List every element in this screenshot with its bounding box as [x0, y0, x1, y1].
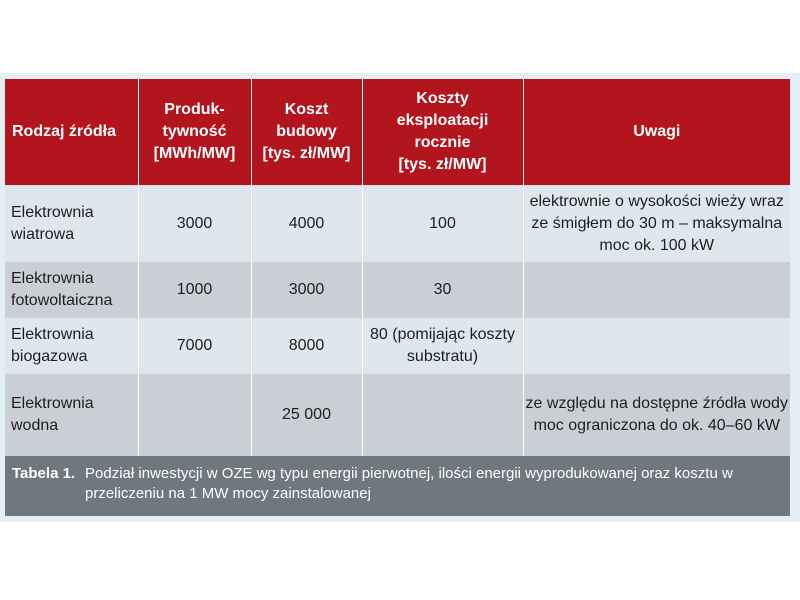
- cell-construction-cost: 4000: [251, 185, 362, 262]
- investment-table: [5, 79, 790, 456]
- header-operating-cost: Koszty eksploatacji rocznie [tys. zł/MW]: [362, 79, 523, 185]
- cell-productivity: 3000: [138, 185, 251, 262]
- cell-source-type: Elektrownia wiatrowa: [5, 185, 138, 262]
- table-container: [5, 79, 790, 516]
- table-row: [5, 262, 790, 318]
- header-productivity: Produk- tywność [MWh/MW]: [138, 79, 251, 185]
- cell-operating-cost: [362, 374, 523, 456]
- cell-construction-cost: 3000: [251, 262, 362, 318]
- table-row: [5, 318, 790, 374]
- cell-remarks: elektrownie o wysokości wieży wraz ze śmigłem do 30 m – maksymalna moc ok. 100 kW: [523, 185, 790, 262]
- cell-construction-cost: 25 000: [251, 374, 362, 456]
- cell-remarks: ze względu na dostępne źródła wody moc ograniczona do ok. 40–60 kW: [523, 374, 790, 456]
- cell-productivity: [138, 374, 251, 456]
- table-header-row: [5, 79, 790, 185]
- cell-operating-cost: 80 (pomijając koszty substratu): [362, 318, 523, 374]
- cell-source-type: Elektrownia wodna: [5, 374, 138, 456]
- caption-text: Podział inwestycji w OZE wg typu energii pierwotnej, ilości energii wyprodukowanej oraz kosztu w przeliczeniu na 1 MW mocy zainstalowanej: [85, 465, 733, 502]
- cell-remarks: [523, 318, 790, 374]
- cell-productivity: 7000: [138, 318, 251, 374]
- cell-operating-cost: 100: [362, 185, 523, 262]
- cell-productivity: 1000: [138, 262, 251, 318]
- table-row: [5, 185, 790, 262]
- caption-label: Tabela 1.: [12, 465, 76, 482]
- header-remarks: Uwagi: [523, 79, 790, 185]
- cell-source-type: Elektrownia biogazowa: [5, 318, 138, 374]
- header-source-type: Rodzaj źródła: [5, 79, 138, 185]
- cell-remarks: [523, 262, 790, 318]
- table-caption: [5, 456, 790, 516]
- cell-source-type: Elektrownia fotowoltaiczna: [5, 262, 138, 318]
- cell-construction-cost: 8000: [251, 318, 362, 374]
- table-row: [5, 374, 790, 456]
- cell-operating-cost: 30: [362, 262, 523, 318]
- header-construction-cost: Koszt budowy [tys. zł/MW]: [251, 79, 362, 185]
